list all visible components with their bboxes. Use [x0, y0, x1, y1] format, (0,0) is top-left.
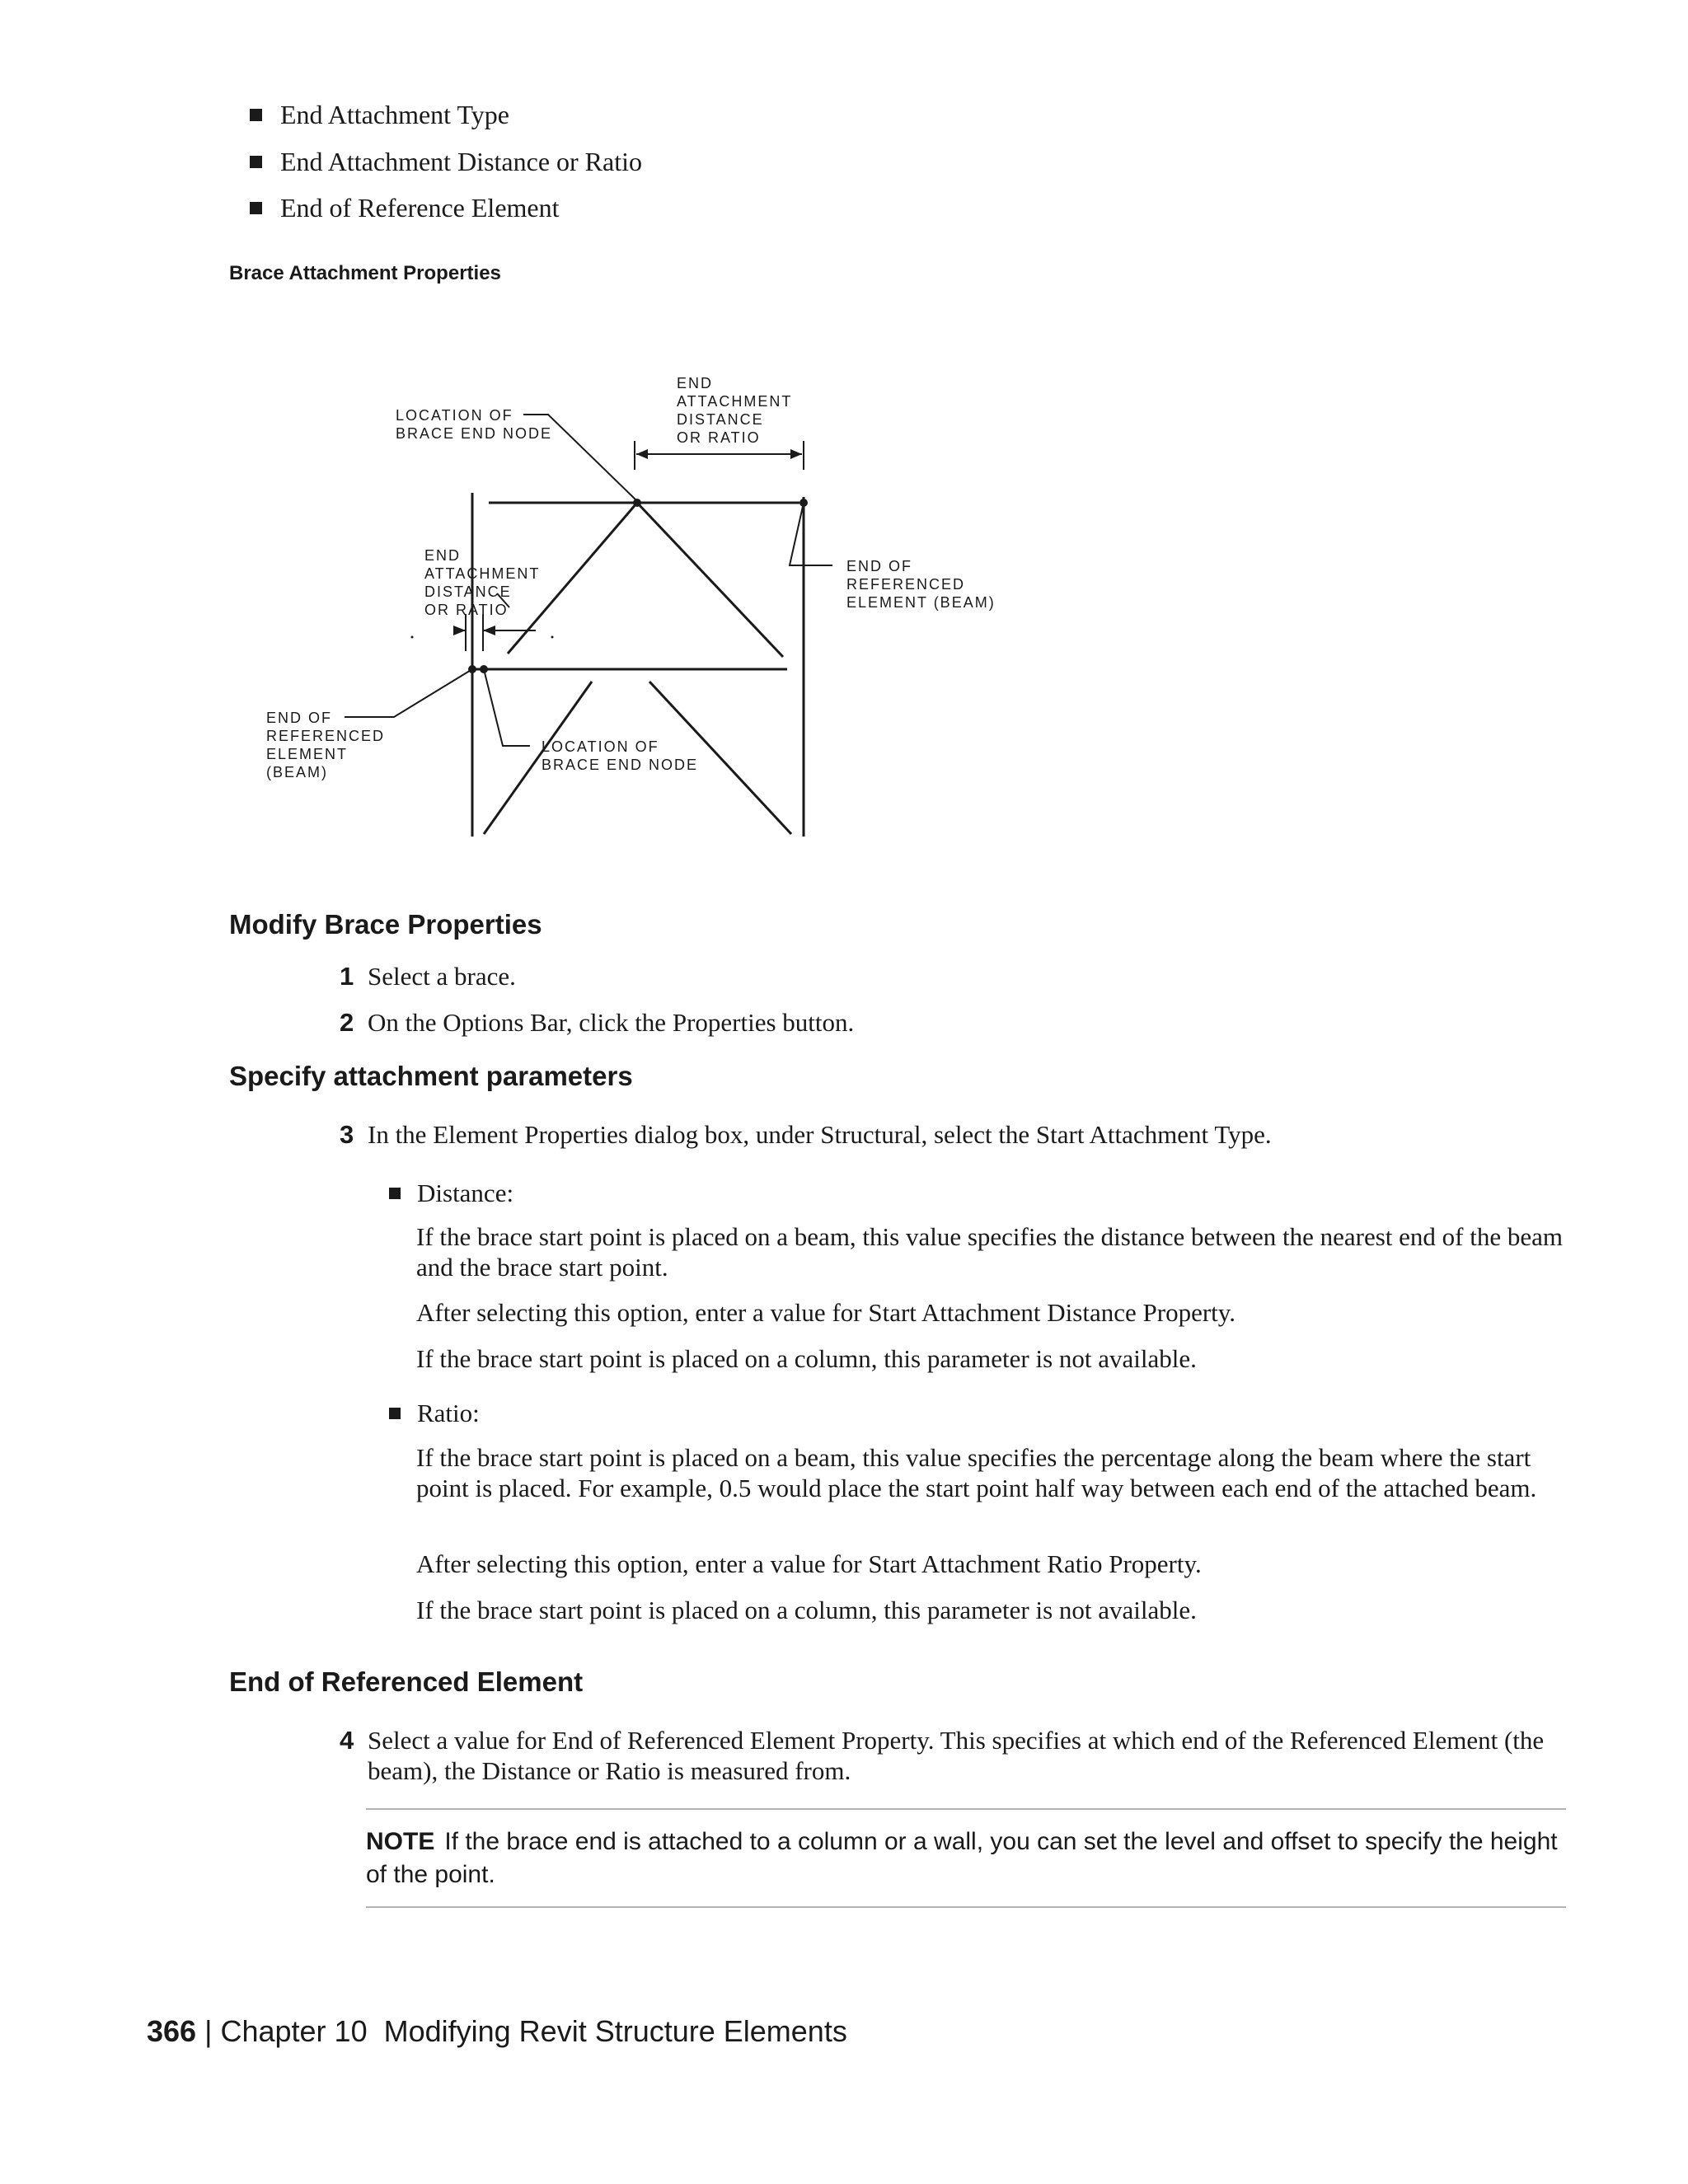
- option-distance: Distance:: [389, 1178, 513, 1208]
- brace-attachment-diagram: [0, 0, 1688, 874]
- paragraph: If the brace start point is placed on a column, this parameter is not available.: [416, 1344, 1197, 1373]
- paragraph: After selecting this option, enter a value for Start Attachment Distance Property.: [416, 1298, 1236, 1327]
- label-location-end-node-bottom: LOCATION OF BRACE END NODE: [542, 738, 699, 773]
- label-end-of-referenced-element-right: END OF REFERENCED ELEMENT (BEAM): [846, 558, 996, 611]
- figure-caption: Brace Attachment Properties: [229, 262, 501, 284]
- label-end-attachment-distance-left: END ATTACHMENT DISTANCE OR RATIO: [424, 547, 540, 618]
- brace-end-node-bottom: [480, 665, 488, 673]
- note-top-divider: [366, 1808, 1566, 1810]
- section-heading-end-ref: End of Referenced Element: [229, 1666, 584, 1697]
- label-end-of-referenced-element-left: END OF REFERENCED ELEMENT (BEAM): [266, 710, 386, 780]
- step-1: 1 Select a brace.: [340, 962, 516, 991]
- bullet-icon: [389, 1188, 401, 1199]
- note-text: If the brace end is attached to a column or a wall, you can set the level and offset to specify the height of the point.: [366, 1828, 1558, 1888]
- note-label: NOTE: [366, 1828, 435, 1855]
- paragraph: After selecting this option, enter a value for Start Attachment Ratio Property.: [416, 1549, 1202, 1578]
- step-3: 3 In the Element Properties dialog box, under Structural, select the Start Attachment Type.: [340, 1120, 1272, 1149]
- section-heading-modify: Modify Brace Properties: [229, 909, 542, 940]
- paragraph: If the brace start point is placed on a column, this parameter is not available.: [416, 1596, 1197, 1624]
- section-heading-specify: Specify attachment parameters: [229, 1061, 633, 1091]
- note: [366, 1825, 1566, 1891]
- footer-title: Modifying Revit Structure Elements: [383, 2014, 847, 2048]
- note-bottom-divider: [366, 1906, 1566, 1908]
- list-item-text: End Attachment Distance or Ratio: [280, 147, 642, 176]
- bullet-icon: [389, 1408, 401, 1419]
- paragraph: If the brace start point is placed on a beam, this value specifies the distance between the nearest end of the beam and the brace start point.: [416, 1222, 1564, 1282]
- footer-chapter: Chapter 10: [220, 2014, 368, 2048]
- label-end-attachment-distance-top: END ATTACHMENT DISTANCE OR RATIO: [677, 375, 792, 446]
- brace-upper-right: [637, 503, 783, 657]
- page-number: 366: [147, 2014, 197, 2048]
- beam-end-node-left: [468, 665, 476, 673]
- option-ratio: Ratio:: [389, 1398, 480, 1428]
- list-item-text: End of Reference Element: [280, 193, 560, 223]
- label-location-end-node-top: LOCATION OF BRACE END NODE: [396, 407, 553, 442]
- footer-separator: |: [204, 2014, 213, 2048]
- paragraph: If the brace start point is placed on a beam, this value specifies the percentage along the beam where the start point is placed. For example, 0.5 would place the start point half way between each end of the attached beam.: [416, 1443, 1537, 1502]
- step-2: 2 On the Options Bar, click the Properties button.: [340, 1008, 855, 1037]
- step-4: 4 Select a value for End of Referenced Element Property. This specifies at which end of the Referenced Element (the beam), the Distance or Ratio is measured from.: [340, 1726, 1545, 1785]
- list-item-text: End Attachment Type: [280, 100, 509, 129]
- page-footer: [147, 2014, 847, 2049]
- brace-end-node-top: [633, 499, 641, 507]
- beam-end-node-right: [799, 499, 808, 507]
